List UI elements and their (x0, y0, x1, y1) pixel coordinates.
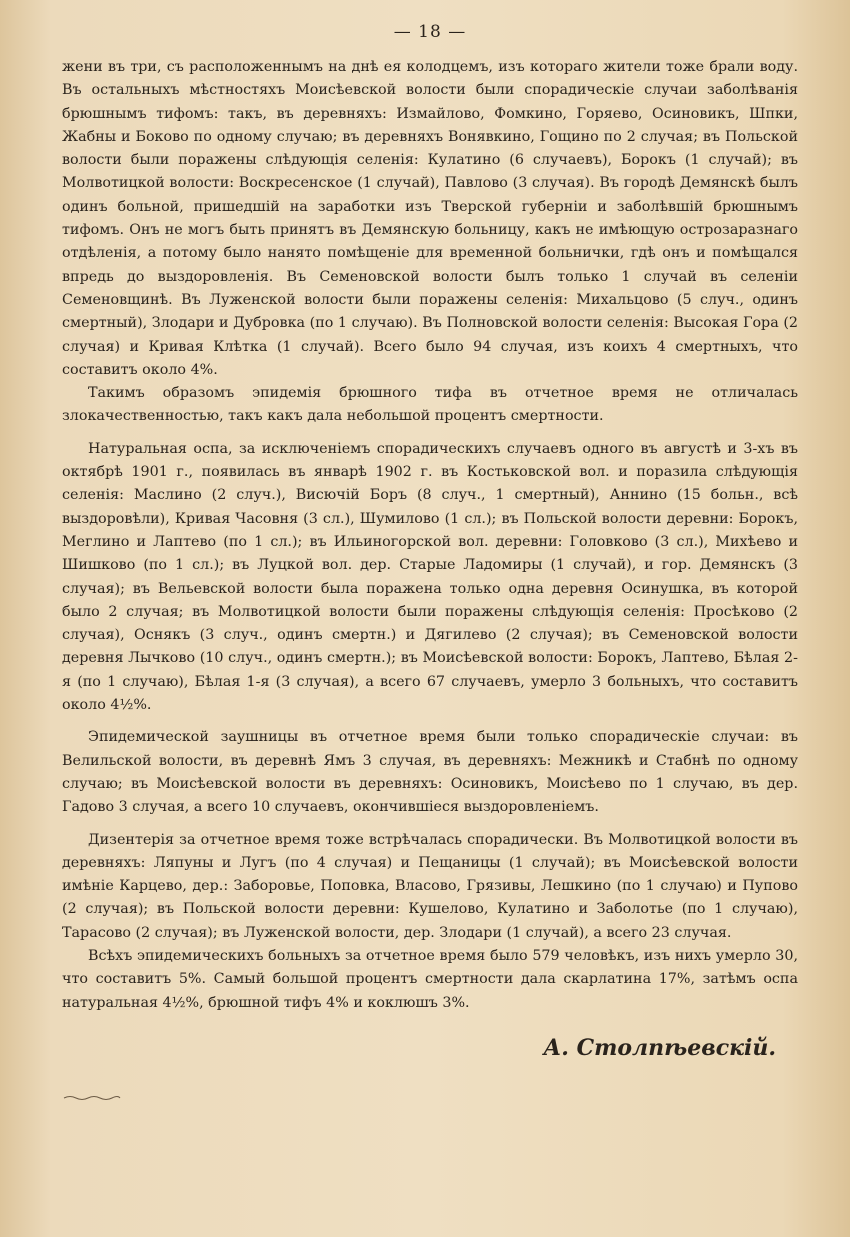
paragraph-totals: Всѣхъ эпидемическихъ больныхъ за отчетное время было 579 человѣкъ, изъ нихъ умерло 30, что составитъ 5%. Самый большой процентъ смертности дала скарлатина 17%, затѣмъ оспа натуральная 4½%, брюшной тифъ 4% и коклюшъ 3%. (62, 947, 798, 1011)
paragraph-typhoid-summary: Такимъ образомъ эпидемія брюшного тифа въ отчетное время не отличалась злокачественностью, такъ какъ дала небольшой процентъ смертности. (62, 385, 798, 425)
page-number: — 18 — (393, 22, 467, 42)
decorative-rule-ornament (62, 1095, 122, 1101)
paragraph-mumps: Эпидемической заушницы въ отчетное время были только спорадическіе случаи: въ Велильской волости, въ деревнѣ Ямъ 3 случая, въ деревняхъ: Межникѣ и Стабнѣ по одному случаю; въ Моисѣевской волости въ деревняхъ: Осиновикъ, Моисѣево по 1 случаю, въ дер. Гадово 3 случая, а всего 10 случаевъ, окончившіеся выздоровленіемъ. (62, 729, 798, 816)
paragraph-smallpox: Натуральная оспа, за исключеніемъ спорадическихъ случаевъ одного въ августѣ и 3-хъ въ октябрѣ 1901 г., появилась въ январѣ 1902 г. въ Костьковской вол. и поразила слѣдующія селенія: Маслино (2 случ.), Висючій Боръ (8 случ., 1 смертный), Аннино (15 больн., всѣ выздоровѣли), Кривая Часовня (3 сл.), Шумилово (1 сл.); въ Польской волости деревни: Борокъ, Меглино и Лаптево (по 1 сл.); въ Ильиногорской вол. деревни: Головково (3 сл.), Михѣево и Шишково (по 1 сл.); въ Луцкой вол. дер. Старые Ладомиры (1 случай), и гор. Демянскъ (3 случая); въ Вельевской волости была поражена только одна деревня Осинушка, въ которой было 2 случая; въ Молвотицкой волости были поражены слѣдующія селенія: Просѣково (2 случая), Оснякъ (3 случ., одинъ смертн.) и Дягилево (2 случая); въ Семеновской волости деревня Лычково (10 случ., одинъ смертн.); въ Моисѣевской волости: Борокъ, Лаптево, Бѣлая 2-я (по 1 случаю), Бѣлая 1-я (3 случая), а всего 67 случаевъ, умерло 3 больныхъ, что составитъ около 4½%. (62, 440, 798, 714)
paragraph-dysentery: Дизентерія за отчетное время тоже встрѣчалась спорадически. Въ Молвотицкой волости въ деревняхъ: Ляпуны и Лугъ (по 4 случая) и Пещаницы (1 случай); въ Моисѣевской волости имѣніе Карцево, дер.: Заборовье, Поповка, Власово, Грязивы, Лешкино (по 1 случаю) и Пупово (2 случая); въ Польской волости деревни: Кушелово, Кулатино и Заболотье (по 1 случаю), Тарасово (2 случая); въ Луженской волости, дер. Злодари (1 случай), а всего 23 случая. (62, 831, 798, 941)
signature: А. Столпѣевскій. (543, 1034, 776, 1061)
paragraph-typhoid-continued: жени въ три, съ расположеннымъ на днѣ ея колодцемъ, изъ котораго жители тоже брали воду. Въ остальныхъ мѣстностяхъ Моисѣевской волости были спорадическіе случаи заболѣванія брюшнымъ тифомъ: такъ, въ деревняхъ: Измайлово, Фомкино, Горяево, Осиновикъ, Шпки, Жабны и Боково по одному случаю; въ деревняхъ Вонявкино, Гощино по 2 случая; въ Польской волости были поражены слѣдующія селенія: Кулатино (6 случаевъ), Борокъ (1 случай); въ Молвотицкой волости: Воскресенское (1 случай), Павлово (3 случая). Въ городѣ Демянскѣ былъ одинъ больной, пришедшій на заработки изъ Тверской губерніи и заболѣвшій брюшнымъ тифомъ. Онъ не могъ быть принятъ въ Демянскую больницу, какъ не имѣющую острозаразнаго отдѣленія, а потому было нанято помѣщеніе для временной больнички, гдѣ онъ и помѣщался впредь до выздоровленія. Въ Семеновской волости былъ только 1 случай въ селеніи Семеновщинѣ. Въ Луженской волости были поражены селенія: Михальцово (5 случ., одинъ смертный), Злодари и Дубровка (по 1 случаю). Въ Полновской волости селенія: Высокая Гора (2 случая) и Кривая Клѣтка (1 случай). Всего было 94 случая, изъ коихъ 4 смертныхъ, что составитъ около 4%. (62, 59, 798, 378)
